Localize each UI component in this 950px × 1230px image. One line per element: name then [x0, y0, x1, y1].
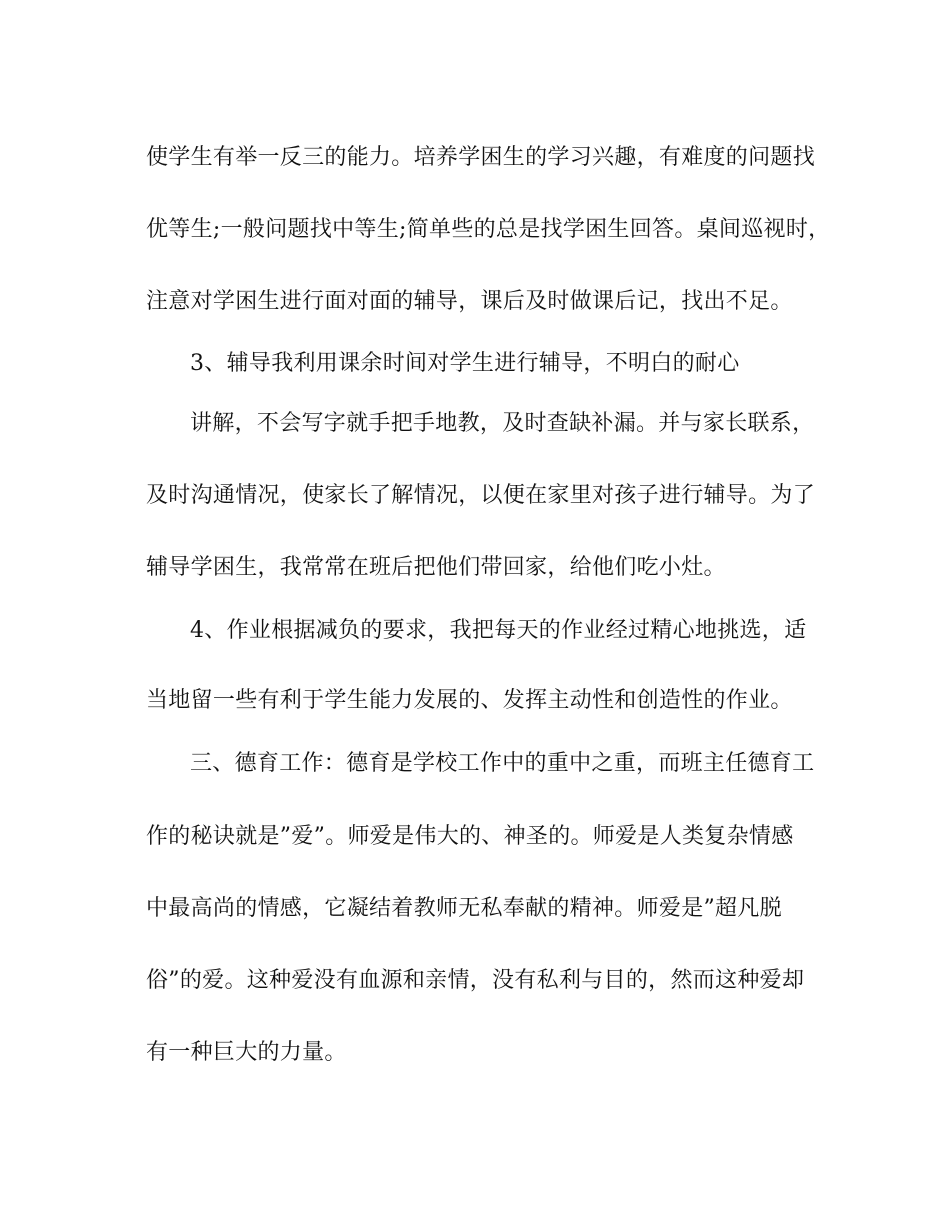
text-line: 作的秘诀就是”爱”。师爱是伟大的、神圣的。师爱是人类复杂情感 — [146, 824, 794, 849]
text-line: 4、作业根据减负的要求，我把每天的作业经过精心地挑选，适 — [190, 618, 807, 643]
text-line: 及时沟通情况，使家长了解情况，以便在家里对孩子进行辅导。为了 — [146, 483, 816, 508]
text-line: 当地留一些有利于学生能力发展的、发挥主动性和创造性的作业。 — [146, 688, 793, 713]
text-line: 三、德育工作：德育是学校工作中的重中之重，而班主任德育工 — [190, 751, 815, 776]
text-line: 中最高尚的情感，它凝结着教师无私奉献的精神。师爱是”超凡脱 — [146, 896, 782, 921]
text-line: 注意对学困生进行面对面的辅导，课后及时做课后记，找出不足。 — [146, 289, 793, 314]
text-line: 辅导学困生，我常常在班后把他们带回家，给他们吃小灶。 — [146, 555, 726, 580]
text-line: 3、辅导我利用课余时间对学生进行辅导，不明白的耐心 — [190, 351, 740, 376]
text-line: 讲解，不会写字就手把手地教，及时查缺补漏。并与家长联系， — [190, 411, 815, 436]
text-line: 有一种巨大的力量。 — [146, 1040, 347, 1065]
text-line: 优等生;一般问题找中等生;简单些的总是找学困生回答。桌间巡视时， — [146, 217, 831, 242]
text-line: 俗”的爱。这种爱没有血源和亲情，没有私利与目的，然而这种爱却 — [146, 968, 805, 993]
text-line: 使学生有举一反三的能力。培养学困生的学习兴趣，有难度的问题找 — [146, 145, 816, 170]
